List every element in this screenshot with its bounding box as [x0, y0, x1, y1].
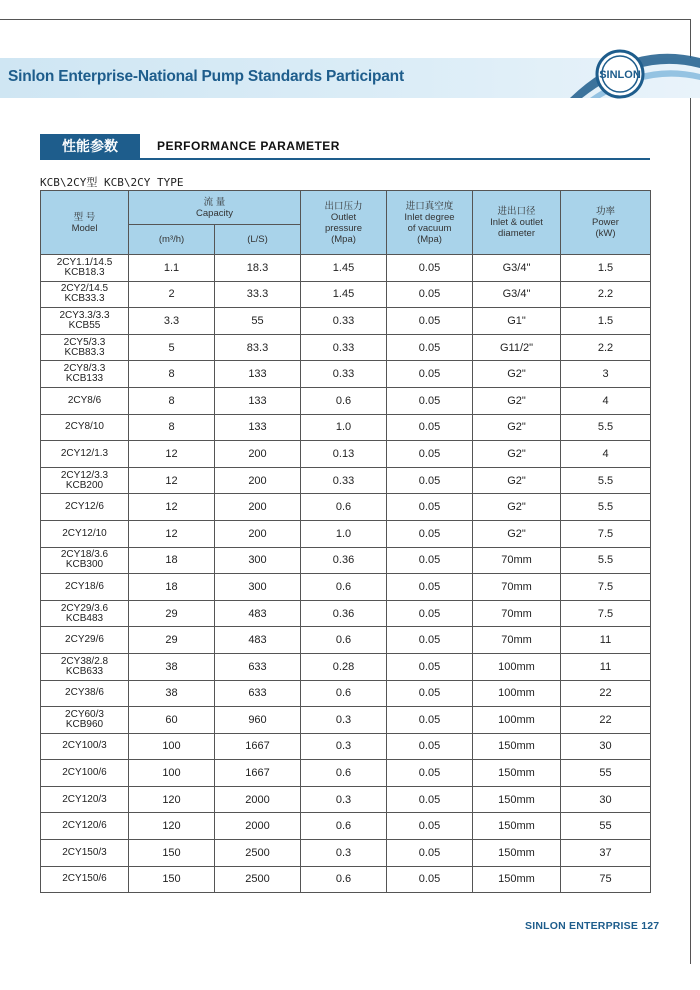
cell-ls: 960 [215, 707, 301, 734]
cell-ls: 2000 [215, 786, 301, 813]
cell-vacuum: 0.05 [387, 387, 473, 414]
cell-power: 5.5 [561, 414, 651, 441]
cell-pressure: 0.3 [301, 707, 387, 734]
cell-diameter: 70mm [473, 600, 561, 627]
cell-diameter: G11/2" [473, 334, 561, 361]
cell-m3h: 3.3 [129, 308, 215, 335]
cell-ls: 33.3 [215, 281, 301, 308]
cell-vacuum: 0.05 [387, 308, 473, 335]
cell-pressure: 0.33 [301, 467, 387, 494]
cell-pressure: 0.6 [301, 387, 387, 414]
cell-ls: 200 [215, 441, 301, 468]
cell-m3h: 120 [129, 813, 215, 840]
cell-model: 2CY1.1/14.5 KCB18.3 [41, 255, 129, 282]
table-body [41, 255, 651, 893]
cell-power: 7.5 [561, 574, 651, 601]
cell-power: 5.5 [561, 467, 651, 494]
cell-power: 11 [561, 627, 651, 654]
cell-model: 2CY12/3.3 KCB200 [41, 467, 129, 494]
cell-m3h: 38 [129, 680, 215, 707]
cell-ls: 2500 [215, 866, 301, 893]
cell-m3h: 100 [129, 733, 215, 760]
cell-model: 2CY38/2.8 KCB633 [41, 653, 129, 680]
cell-vacuum: 0.05 [387, 760, 473, 787]
cell-pressure: 0.33 [301, 361, 387, 388]
cell-diameter: 100mm [473, 707, 561, 734]
cell-vacuum: 0.05 [387, 255, 473, 282]
cell-vacuum: 0.05 [387, 840, 473, 867]
cell-vacuum: 0.05 [387, 494, 473, 521]
cell-pressure: 1.0 [301, 520, 387, 547]
cell-model: 2CY150/3 [41, 840, 129, 867]
cell-m3h: 1.1 [129, 255, 215, 282]
right-border-line [690, 19, 691, 964]
cell-m3h: 12 [129, 467, 215, 494]
cell-vacuum: 0.05 [387, 786, 473, 813]
cell-ls: 200 [215, 520, 301, 547]
cell-vacuum: 0.05 [387, 414, 473, 441]
cell-ls: 633 [215, 680, 301, 707]
cell-power: 2.2 [561, 281, 651, 308]
cell-ls: 83.3 [215, 334, 301, 361]
cell-diameter: 100mm [473, 680, 561, 707]
cell-power: 5.5 [561, 547, 651, 574]
cell-vacuum: 0.05 [387, 707, 473, 734]
section-label-cn: 性能参数 [40, 134, 140, 158]
cell-diameter: G2" [473, 494, 561, 521]
cell-pressure: 0.36 [301, 547, 387, 574]
cell-ls: 18.3 [215, 255, 301, 282]
cell-vacuum: 0.05 [387, 334, 473, 361]
cell-diameter: 70mm [473, 547, 561, 574]
cell-ls: 483 [215, 627, 301, 654]
cell-diameter: 150mm [473, 840, 561, 867]
cell-ls: 200 [215, 467, 301, 494]
cell-power: 7.5 [561, 600, 651, 627]
cell-pressure: 0.6 [301, 494, 387, 521]
table-row [41, 361, 651, 388]
cell-pressure: 0.6 [301, 760, 387, 787]
cell-model: 2CY38/6 [41, 680, 129, 707]
cell-power: 2.2 [561, 334, 651, 361]
col-header-ls: (L/S) [215, 225, 301, 255]
cell-power: 1.5 [561, 308, 651, 335]
cell-power: 55 [561, 760, 651, 787]
cell-m3h: 120 [129, 786, 215, 813]
cell-pressure: 0.33 [301, 334, 387, 361]
top-border-line [0, 19, 690, 20]
table-row [41, 334, 651, 361]
cell-vacuum: 0.05 [387, 467, 473, 494]
table-row [41, 494, 651, 521]
table-row [41, 680, 651, 707]
cell-diameter: 150mm [473, 786, 561, 813]
cell-vacuum: 0.05 [387, 600, 473, 627]
table-row [41, 840, 651, 867]
cell-pressure: 0.6 [301, 813, 387, 840]
cell-m3h: 12 [129, 520, 215, 547]
cell-m3h: 29 [129, 627, 215, 654]
table-row [41, 813, 651, 840]
cell-ls: 633 [215, 653, 301, 680]
cell-power: 22 [561, 680, 651, 707]
cell-m3h: 18 [129, 547, 215, 574]
table-row [41, 733, 651, 760]
sinlon-logo [560, 40, 700, 110]
cell-m3h: 8 [129, 361, 215, 388]
cell-m3h: 18 [129, 574, 215, 601]
cell-diameter: 150mm [473, 733, 561, 760]
cell-pressure: 0.28 [301, 653, 387, 680]
cell-power: 7.5 [561, 520, 651, 547]
cell-m3h: 2 [129, 281, 215, 308]
table-row [41, 441, 651, 468]
cell-model: 2CY18/3.6 KCB300 [41, 547, 129, 574]
cell-power: 4 [561, 441, 651, 468]
cell-vacuum: 0.05 [387, 547, 473, 574]
col-header-diameter: 进出口径 Inlet & outlet diameter [473, 191, 561, 255]
cell-ls: 1667 [215, 733, 301, 760]
cell-power: 55 [561, 813, 651, 840]
cell-vacuum: 0.05 [387, 680, 473, 707]
cell-m3h: 29 [129, 600, 215, 627]
cell-model: 2CY29/6 [41, 627, 129, 654]
cell-diameter: G2" [473, 414, 561, 441]
cell-pressure: 0.6 [301, 866, 387, 893]
cell-vacuum: 0.05 [387, 733, 473, 760]
cell-m3h: 12 [129, 494, 215, 521]
cell-ls: 133 [215, 414, 301, 441]
cell-ls: 133 [215, 361, 301, 388]
cell-diameter: 70mm [473, 574, 561, 601]
banner-title: Sinlon Enterprise-National Pump Standards Participant [8, 68, 404, 85]
cell-m3h: 8 [129, 387, 215, 414]
type-label: KCB\2CY型 KCB\2CY TYPE [40, 176, 184, 189]
cell-m3h: 5 [129, 334, 215, 361]
cell-power: 75 [561, 866, 651, 893]
table-row [41, 600, 651, 627]
table-row [41, 547, 651, 574]
cell-model: 2CY8/10 [41, 414, 129, 441]
performance-table [40, 190, 651, 893]
cell-pressure: 0.6 [301, 574, 387, 601]
col-header-m3h: (m³/h) [129, 225, 215, 255]
cell-pressure: 0.13 [301, 441, 387, 468]
cell-ls: 483 [215, 600, 301, 627]
cell-model: 2CY8/3.3 KCB133 [41, 361, 129, 388]
cell-diameter: 150mm [473, 866, 561, 893]
cell-diameter: G2" [473, 441, 561, 468]
table-row [41, 653, 651, 680]
cell-vacuum: 0.05 [387, 627, 473, 654]
cell-diameter: G3/4" [473, 281, 561, 308]
cell-power: 22 [561, 707, 651, 734]
cell-vacuum: 0.05 [387, 813, 473, 840]
cell-model: 2CY12/6 [41, 494, 129, 521]
cell-m3h: 8 [129, 414, 215, 441]
cell-pressure: 0.6 [301, 627, 387, 654]
cell-m3h: 38 [129, 653, 215, 680]
col-header-outlet-pressure: 出口压力 Outlet pressure (Mpa) [301, 191, 387, 255]
table-row [41, 786, 651, 813]
cell-power: 1.5 [561, 255, 651, 282]
cell-pressure: 1.0 [301, 414, 387, 441]
logo-text: SINLON [599, 69, 641, 81]
cell-model: 2CY120/3 [41, 786, 129, 813]
cell-vacuum: 0.05 [387, 574, 473, 601]
cell-diameter: G1" [473, 308, 561, 335]
cell-diameter: G2" [473, 387, 561, 414]
cell-vacuum: 0.05 [387, 653, 473, 680]
cell-diameter: 150mm [473, 760, 561, 787]
col-header-inlet-vacuum: 进口真空度 Inlet degree of vacuum (Mpa) [387, 191, 473, 255]
section-title: PERFORMANCE PARAMETER [157, 139, 340, 153]
cell-m3h: 100 [129, 760, 215, 787]
cell-power: 30 [561, 786, 651, 813]
cell-diameter: G2" [473, 361, 561, 388]
cell-model: 2CY100/3 [41, 733, 129, 760]
table-row [41, 255, 651, 282]
cell-ls: 300 [215, 574, 301, 601]
table-row [41, 387, 651, 414]
cell-diameter: G2" [473, 520, 561, 547]
cell-ls: 200 [215, 494, 301, 521]
cell-pressure: 0.3 [301, 840, 387, 867]
col-header-capacity: 流 量 Capacity [129, 191, 301, 225]
section-rule [40, 158, 650, 160]
cell-model: 2CY8/6 [41, 387, 129, 414]
cell-pressure: 0.36 [301, 600, 387, 627]
cell-pressure: 0.6 [301, 680, 387, 707]
cell-diameter: 150mm [473, 813, 561, 840]
cell-pressure: 1.45 [301, 281, 387, 308]
cell-vacuum: 0.05 [387, 441, 473, 468]
cell-diameter: G2" [473, 467, 561, 494]
cell-ls: 133 [215, 387, 301, 414]
cell-ls: 300 [215, 547, 301, 574]
cell-m3h: 60 [129, 707, 215, 734]
cell-power: 11 [561, 653, 651, 680]
table-row [41, 760, 651, 787]
cell-pressure: 0.33 [301, 308, 387, 335]
cell-diameter: 100mm [473, 653, 561, 680]
cell-model: 2CY100/6 [41, 760, 129, 787]
cell-power: 3 [561, 361, 651, 388]
cell-model: 2CY12/10 [41, 520, 129, 547]
cell-model: 2CY5/3.3 KCB83.3 [41, 334, 129, 361]
table-row [41, 467, 651, 494]
cell-power: 30 [561, 733, 651, 760]
cell-pressure: 0.3 [301, 786, 387, 813]
cell-model: 2CY12/1.3 [41, 441, 129, 468]
table-row [41, 308, 651, 335]
cell-diameter: G3/4" [473, 255, 561, 282]
cell-power: 5.5 [561, 494, 651, 521]
cell-vacuum: 0.05 [387, 520, 473, 547]
col-header-model: 型 号 Model [41, 191, 129, 255]
cell-model: 2CY3.3/3.3 KCB55 [41, 308, 129, 335]
table-row [41, 281, 651, 308]
cell-m3h: 12 [129, 441, 215, 468]
cell-model: 2CY18/6 [41, 574, 129, 601]
cell-power: 37 [561, 840, 651, 867]
cell-ls: 2500 [215, 840, 301, 867]
cell-model: 2CY29/3.6 KCB483 [41, 600, 129, 627]
cell-model: 2CY120/6 [41, 813, 129, 840]
cell-vacuum: 0.05 [387, 866, 473, 893]
cell-vacuum: 0.05 [387, 361, 473, 388]
cell-power: 4 [561, 387, 651, 414]
table-row [41, 707, 651, 734]
cell-ls: 55 [215, 308, 301, 335]
cell-pressure: 1.45 [301, 255, 387, 282]
cell-model: 2CY60/3 KCB960 [41, 707, 129, 734]
table-row [41, 520, 651, 547]
table-row [41, 627, 651, 654]
cell-m3h: 150 [129, 840, 215, 867]
table-row [41, 866, 651, 893]
page-footer: SINLON ENTERPRISE 127 [525, 920, 660, 932]
cell-ls: 1667 [215, 760, 301, 787]
table-row [41, 414, 651, 441]
table-row [41, 574, 651, 601]
cell-vacuum: 0.05 [387, 281, 473, 308]
cell-ls: 2000 [215, 813, 301, 840]
cell-diameter: 70mm [473, 627, 561, 654]
cell-pressure: 0.3 [301, 733, 387, 760]
cell-m3h: 150 [129, 866, 215, 893]
cell-model: 2CY150/6 [41, 866, 129, 893]
cell-model: 2CY2/14.5 KCB33.3 [41, 281, 129, 308]
col-header-power: 功率 Power (kW) [561, 191, 651, 255]
